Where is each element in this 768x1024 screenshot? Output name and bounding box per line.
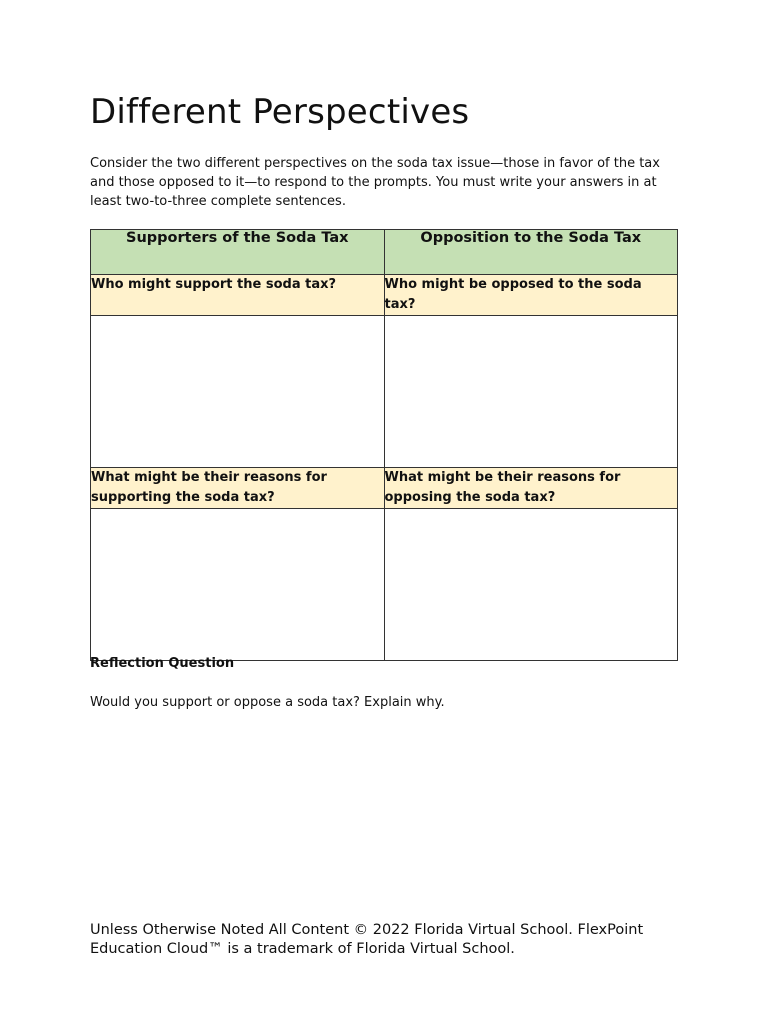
- page-title: Different Perspectives: [90, 92, 470, 132]
- reflection-question: Would you support or oppose a soda tax? Explain why.: [90, 695, 445, 710]
- copyright-footer: Unless Otherwise Noted All Content © 2022 Florida Virtual School. FlexPoint Education Cloud™ is a trademark of Florida Virtual School.: [90, 922, 644, 957]
- prompt-who-support: Who might support the soda tax?: [91, 275, 385, 316]
- perspectives-table: [90, 229, 678, 661]
- prompt-reasons-oppose: What might be their reasons for opposing the soda tax?: [384, 468, 678, 509]
- prompt-who-oppose: Who might be opposed to the soda tax?: [384, 275, 678, 316]
- intro-paragraph: Consider the two different perspectives on the soda tax issue—those in favor of the tax and those opposed to it—to respond to the prompts. You must write your answers in at least two-to-three complete sentences.: [90, 156, 660, 209]
- answer-who-support[interactable]: [91, 316, 385, 468]
- prompt-reasons-support: What might be their reasons for supporting the soda tax?: [91, 468, 385, 509]
- answer-reasons-oppose[interactable]: [384, 509, 678, 661]
- answer-who-oppose[interactable]: [384, 316, 678, 468]
- header-supporters: Supporters of the Soda Tax: [91, 230, 385, 275]
- reflection-heading: Reflection Question: [90, 656, 235, 671]
- answer-reasons-support[interactable]: [91, 509, 385, 661]
- header-opposition: Opposition to the Soda Tax: [384, 230, 678, 275]
